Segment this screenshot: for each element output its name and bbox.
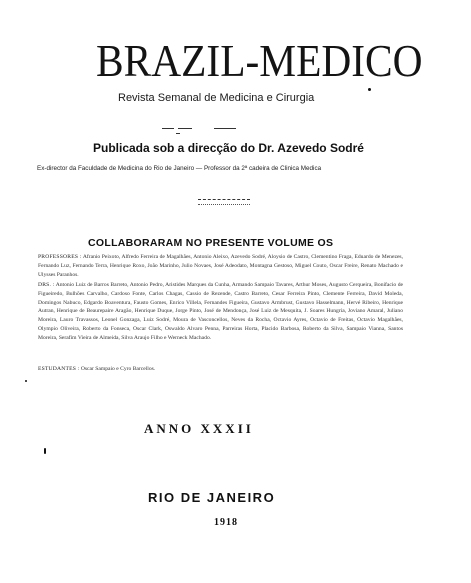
- ink-speck: [44, 448, 46, 454]
- doctors-list: [38, 281, 403, 343]
- professors-list: [38, 253, 403, 279]
- volume-number: ANNO XXXII: [144, 421, 254, 436]
- ornament-rule: [178, 128, 192, 129]
- ink-speck: [25, 380, 27, 382]
- journal-subtitle: Revista Semanal de Medicina e Cirurgia: [118, 92, 315, 104]
- ornament-rule: [162, 128, 174, 129]
- doctors-names: Antonio Luiz de Barros Barreto, Antonio Pedro, Aristides Marques da Cunha, Armando Sampaio Tavares, Arthur Moses, Augusto Cerqueira, Bonifacio de Figueiredo, Bulhões Carvalho, Cardoso Fonte, Carlos Chagas, Cassio de Rezende, Castro Barreto, Cesar Ferreira Pinto, Clemente Ferreira, David Moleda, Domingos Nabuco, Edgardo Boaventura, Fausto Gomes, Enrico Villela, Fernandes Figueira, Gustavo Armbrust, Gustavo Hasselmann, Hervé Ribeiro, Henrique Autran, Henrique de Beaurepaire Aragão, Henrique Duque, Jorge Pinto, José de Mendonça, José Luiz de Mesquita, J. Soares Hungria, Joviano Amaral, Juliano Moreira, Lauro Travassos, Leonel Gonzaga, Luiz Sodré, Moura de Vasconcellos, Neves da Rocha, Octavio Ayres, Octavio de Freitas, Octavio Magalhães, Olympio Oliveira, Roberto da Fonseca, Oscar Clark, Oswaldo Alvaro Penna, Parreiras Horta, Placido Barbosa, Roberto da Silva, Sampaio Vianna, Santos Moreira, Serafim Vieira de Almeida, Silva Araujo Filho e Werneck Machado.: [38, 282, 403, 341]
- ornament-rule: [176, 133, 180, 134]
- professors-names: Afranio Peixoto, Alfredo Ferreira de Magalhães, Antonio Aleixo, Azevedo Sodré, Aloysio de Castro, Clementino Fraga, Eduardo de Menezes, Fernando Luz, Fernando Terra, Henrique Roxo, João Marinho, Julio Novaes, José Adeodato, Montagna Gestoso, Miguel Couto, Oscar Freire, Renato Machado e Ulysses Paranhos.: [38, 254, 404, 278]
- ornament-rule: [214, 128, 236, 129]
- students-label: ESTUDANTES :: [38, 366, 80, 372]
- journal-title: BRAZIL-MEDICO: [96, 35, 423, 86]
- publication-city: RIO DE JANEIRO: [148, 490, 276, 505]
- editor-credentials: Ex-director da Faculdade de Medicina do Rio de Janeiro — Professor da 2ª cadeira de Clinica Medica: [37, 165, 322, 172]
- publication-year: 1918: [214, 517, 238, 528]
- students-names: Oscar Sampaio e Cyro Barcellos.: [80, 366, 156, 372]
- professors-label: PROFESSORES :: [38, 254, 82, 260]
- ornament-divider: [198, 199, 250, 205]
- collaborators-heading: COLLABORARAM NO PRESENTE VOLUME OS: [88, 237, 334, 249]
- students-list: [38, 365, 403, 374]
- editor-line: Publicada sob a direcção do Dr. Azevedo Sodré: [93, 141, 364, 155]
- ink-speck: [368, 88, 371, 91]
- doctors-label: DRS. :: [38, 282, 55, 288]
